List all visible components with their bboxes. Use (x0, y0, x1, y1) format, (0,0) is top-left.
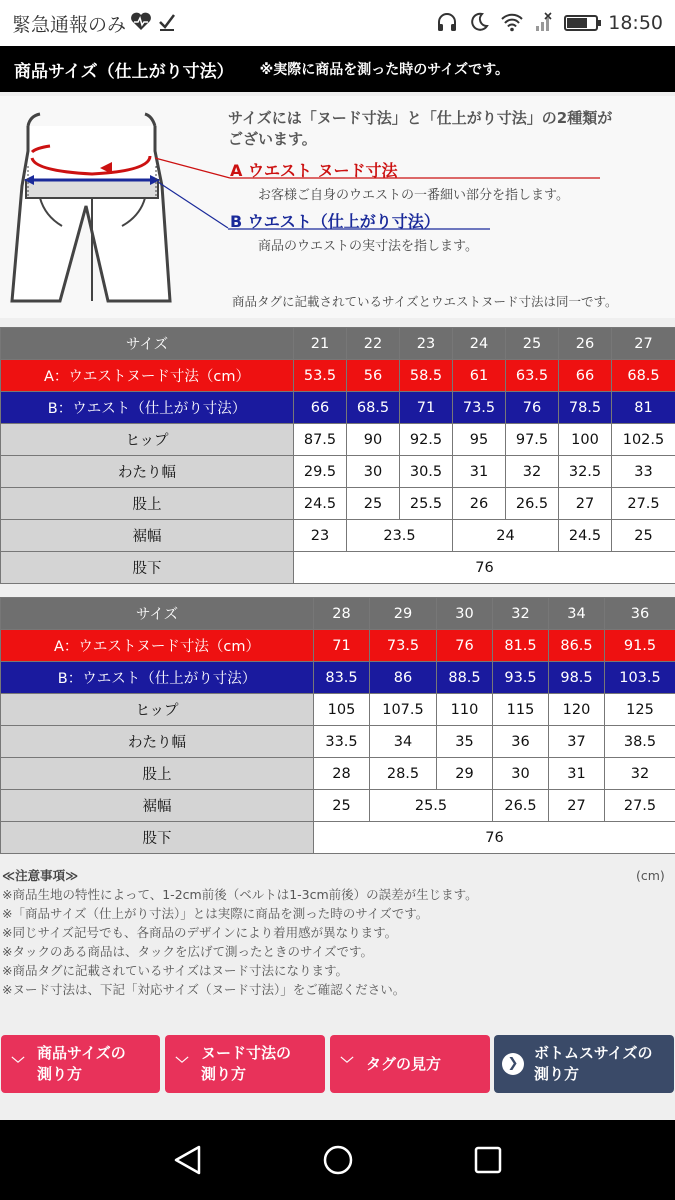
table-cell: 26.5 (493, 790, 549, 822)
table-cell: 26 (453, 488, 506, 520)
row-label: わたり幅 (1, 456, 294, 488)
row-label: サイズ (1, 598, 314, 630)
row-label: 股上 (1, 488, 294, 520)
table-cell: 24.5 (559, 520, 612, 552)
row-label: ヒップ (1, 694, 314, 726)
table-cell: 68.5 (347, 392, 400, 424)
table-cell: 36 (493, 726, 549, 758)
table-cell: 97.5 (506, 424, 559, 456)
table-cell: 66 (559, 360, 612, 392)
table-cell: 29 (370, 598, 437, 630)
note-line: ※「商品サイズ（仕上がり寸法）」とは実際に商品を測った時のサイズです。 (2, 906, 429, 921)
table-cell: 76 (437, 630, 493, 662)
notification-text: 緊急通報のみ (12, 13, 127, 36)
nude-waist-row (1, 360, 675, 392)
home-circle-icon (321, 1143, 355, 1177)
table-cell: 61 (453, 360, 506, 392)
nude-waist-row (1, 630, 675, 662)
button-label-line: 測り方 (534, 1065, 580, 1083)
section-header (0, 46, 675, 92)
button-label-line: ヌード寸法の (201, 1044, 292, 1062)
section-title: 商品サイズ（仕上がり寸法） (14, 61, 234, 82)
thigh-width-row (1, 456, 675, 488)
diagram-intro (228, 108, 668, 150)
table-cell: 30 (437, 598, 493, 630)
button-label-line: 測り方 (201, 1065, 247, 1083)
size-table-1 (0, 327, 675, 584)
table-cell: 68.5 (612, 360, 675, 392)
button-label (534, 1043, 653, 1085)
moon-icon (468, 12, 490, 34)
table-cell: 88.5 (437, 662, 493, 694)
chevron-down-icon: ﹀ (11, 1056, 25, 1072)
guide-buttons (0, 1035, 675, 1095)
table-cell: 86 (370, 662, 437, 694)
no-signal-icon (532, 12, 554, 34)
row-label: A：ウエストヌード寸法（cm） (1, 630, 314, 662)
table-cell: 105 (314, 694, 370, 726)
table-cell: 28 (314, 598, 370, 630)
table-cell: 24 (453, 328, 506, 360)
table-cell: 27 (559, 488, 612, 520)
measurement-diagram (0, 96, 675, 318)
table-cell: 25.5 (370, 790, 493, 822)
table-cell: 32 (493, 598, 549, 630)
chevron-down-icon: ﹀ (340, 1056, 354, 1072)
table-cell: 125 (605, 694, 675, 726)
hem-width-row (1, 790, 675, 822)
section-subtitle: ※実際に商品を測った時のサイズです。 (259, 62, 510, 78)
table-cell: 25 (314, 790, 370, 822)
table-cell: 23.5 (347, 520, 453, 552)
rise-row (1, 758, 675, 790)
hem-width-row (1, 520, 675, 552)
table-cell: 23 (294, 520, 347, 552)
thigh-width-row (1, 726, 675, 758)
table-cell: 22 (347, 328, 400, 360)
wifi-icon (500, 12, 522, 34)
notes-title: ≪注意事項≫ (2, 868, 79, 883)
product-size-measure-button[interactable] (1, 1035, 160, 1093)
size-table-2 (0, 597, 675, 854)
table-cell: 91.5 (605, 630, 675, 662)
row-label: A：ウエストヌード寸法（cm） (1, 360, 294, 392)
clock: 18:50 (608, 12, 663, 34)
row-label: 股下 (1, 552, 294, 584)
table-cell: 33.5 (314, 726, 370, 758)
note-line: ※タックのある商品は、タックを広げて測ったときのサイズです。 (2, 944, 373, 959)
table-cell: 24 (453, 520, 559, 552)
table-cell: 73.5 (370, 630, 437, 662)
table-cell: 34 (549, 598, 605, 630)
table-cell: 103.5 (605, 662, 675, 694)
table-cell: 27.5 (612, 488, 675, 520)
battery-level (567, 18, 587, 28)
table-cell: 71 (400, 392, 453, 424)
table-cell: 71 (314, 630, 370, 662)
battery-icon (564, 15, 598, 31)
table-cell: 27 (549, 790, 605, 822)
diagram-note: 商品タグに記載されているサイズとウエストヌード寸法は同一です。 (232, 294, 618, 309)
table-cell: 86.5 (549, 630, 605, 662)
nude-size-measure-button[interactable] (165, 1035, 325, 1093)
tag-guide-button[interactable] (330, 1035, 490, 1093)
table-cell: 28.5 (370, 758, 437, 790)
finished-waist-row (1, 662, 675, 694)
note-line: ※商品タグに記載されているサイズはヌード寸法になります。 (2, 963, 348, 978)
table-cell: 29 (437, 758, 493, 790)
table-cell: 27.5 (605, 790, 675, 822)
table-cell: 95 (453, 424, 506, 456)
table-cell: 25 (506, 328, 559, 360)
table-cell: 87.5 (294, 424, 347, 456)
label-b-description: 商品のウエストの実寸法を指します。 (258, 239, 478, 254)
button-label: タグの見方 (366, 1054, 442, 1073)
table-cell: 76 (294, 552, 675, 584)
table-cell: 23 (400, 328, 453, 360)
note-line: ※ヌード寸法は、下記「対応サイズ（ヌード寸法）」をご確認ください。 (2, 982, 406, 997)
note-line: ※商品生地の特性によって、1-2cm前後（ベルトは1-3cm前後）の誤差が生じます。 (2, 887, 478, 902)
table-cell: 26 (559, 328, 612, 360)
table-cell: 36 (605, 598, 675, 630)
checkmark-download-icon (156, 12, 178, 34)
table-cell: 78.5 (559, 392, 612, 424)
table-cell: 32 (506, 456, 559, 488)
headphones-icon (436, 12, 458, 34)
recents-button[interactable] (448, 1120, 528, 1200)
table-cell: 63.5 (506, 360, 559, 392)
home-button[interactable] (298, 1120, 378, 1200)
note-line: ※同じサイズ記号でも、各商品のデザインにより着用感が異なります。 (2, 925, 398, 940)
system-nav-bar (0, 1120, 675, 1200)
table-cell: 110 (437, 694, 493, 726)
size-header-row (1, 598, 675, 630)
row-label: 裾幅 (1, 790, 314, 822)
diagram-intro-line: サイズには「ヌード寸法」と「仕上がり寸法」の2種類が (228, 109, 613, 127)
table-cell: 33 (612, 456, 675, 488)
table-cell: 73.5 (453, 392, 506, 424)
table-cell: 53.5 (294, 360, 347, 392)
table-cell: 92.5 (400, 424, 453, 456)
table-cell: 21 (294, 328, 347, 360)
label-a-description: お客様ご自身のウエストの一番細い部分を指します。 (258, 188, 569, 203)
table-cell: 76 (506, 392, 559, 424)
table-cell: 102.5 (612, 424, 675, 456)
chevron-right-icon: ❯ (502, 1053, 524, 1075)
row-label: B：ウエスト（仕上がり寸法） (1, 662, 314, 694)
finished-waist-row (1, 392, 675, 424)
notes-section (2, 866, 672, 999)
table-cell: 107.5 (370, 694, 437, 726)
table-cell: 35 (437, 726, 493, 758)
table-cell: 81 (612, 392, 675, 424)
inseam-row (1, 552, 675, 584)
row-label: B：ウエスト（仕上がり寸法） (1, 392, 294, 424)
unit-label: (cm) (636, 868, 665, 883)
chevron-down-icon: ﹀ (175, 1056, 189, 1072)
table-cell: 31 (453, 456, 506, 488)
table-cell: 115 (493, 694, 549, 726)
table-cell: 76 (314, 822, 675, 854)
table-cell: 83.5 (314, 662, 370, 694)
row-label: 股上 (1, 758, 314, 790)
table-cell: 38.5 (605, 726, 675, 758)
row-label: サイズ (1, 328, 294, 360)
back-triangle-icon (171, 1143, 205, 1177)
button-label-line: 商品サイズの (37, 1044, 126, 1062)
size-header-row (1, 328, 675, 360)
table-cell: 25 (612, 520, 675, 552)
label-b-finished-waist: B ウエスト（仕上がり寸法） (230, 212, 440, 231)
table-cell: 25.5 (400, 488, 453, 520)
button-label-line: ボトムスサイズの (534, 1044, 653, 1062)
table-cell: 93.5 (493, 662, 549, 694)
button-label (37, 1043, 126, 1085)
table-cell: 31 (549, 758, 605, 790)
back-button[interactable] (148, 1120, 228, 1200)
table-cell: 37 (549, 726, 605, 758)
row-label: わたり幅 (1, 726, 314, 758)
table-cell: 120 (549, 694, 605, 726)
table-cell: 27 (612, 328, 675, 360)
row-label: ヒップ (1, 424, 294, 456)
hip-row (1, 424, 675, 456)
recents-square-icon (471, 1143, 505, 1177)
table-cell: 32.5 (559, 456, 612, 488)
bottoms-size-measure-button[interactable] (494, 1035, 674, 1093)
hip-row (1, 694, 675, 726)
table-cell: 28 (314, 758, 370, 790)
table-cell: 30 (493, 758, 549, 790)
table-cell: 90 (347, 424, 400, 456)
table-cell: 100 (559, 424, 612, 456)
table-cell: 81.5 (493, 630, 549, 662)
table-cell: 30 (347, 456, 400, 488)
rise-row (1, 488, 675, 520)
table-cell: 26.5 (506, 488, 559, 520)
row-label: 裾幅 (1, 520, 294, 552)
label-a-nude-waist: A ウエスト ヌード寸法 (230, 161, 398, 180)
table-cell: 24.5 (294, 488, 347, 520)
status-bar (0, 0, 675, 46)
table-cell: 29.5 (294, 456, 347, 488)
table-cell: 30.5 (400, 456, 453, 488)
diagram-intro-line: ございます。 (228, 130, 317, 148)
row-label: 股下 (1, 822, 314, 854)
table-cell: 34 (370, 726, 437, 758)
table-cell: 58.5 (400, 360, 453, 392)
inseam-row (1, 822, 675, 854)
button-label (201, 1043, 291, 1085)
table-cell: 32 (605, 758, 675, 790)
table-cell: 66 (294, 392, 347, 424)
table-cell: 56 (347, 360, 400, 392)
table-cell: 25 (347, 488, 400, 520)
table-cell: 98.5 (549, 662, 605, 694)
heart-monitor-icon (130, 12, 152, 34)
button-label-line: 測り方 (37, 1065, 83, 1083)
